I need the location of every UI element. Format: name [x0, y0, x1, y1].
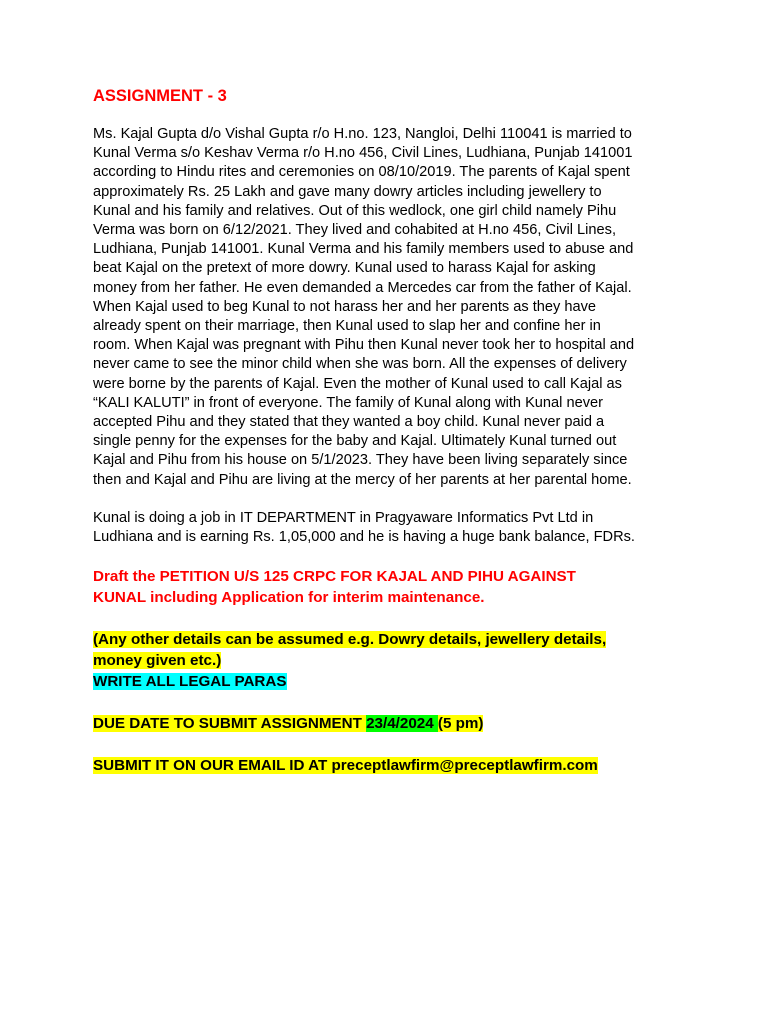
facts-line: never came to see the minor child when she was born. All the expenses of delivery — [93, 356, 627, 373]
facts-line: Kunal Verma s/o Keshav Verma r/o H.no 456, Civil Lines, Ludhiana, Punjab 141001 — [93, 145, 633, 162]
facts-line: Verma was born on 6/12/2021. They lived and cohabited at H.no 456, Civil Lines, — [93, 222, 617, 239]
facts-line: “KALI KALUTI” in front of everyone. The family of Kunal along with Kunal never — [93, 394, 603, 411]
facts-line: Kunal and his family and relatives. Out of this wedlock, one girl child namely Pihu — [93, 202, 617, 219]
draft-line: Draft the PETITION U/S 125 CRPC FOR KAJAL AND PIHU AGAINST — [93, 568, 576, 586]
submit-instruction: SUBMIT IT ON OUR EMAIL ID AT preceptlawfirm@preceptlawfirm.com — [93, 757, 598, 775]
legal-paras-instruction: WRITE ALL LEGAL PARAS — [93, 673, 287, 691]
facts-line: already spent on their marriage, then Kunal used to slap her and confine her in — [93, 318, 601, 335]
facts-line: Ms. Kajal Gupta d/o Vishal Gupta r/o H.no. 123, Nangloi, Delhi 110041 is married to — [93, 126, 632, 142]
due-date-time: (5 pm) — [437, 715, 484, 733]
facts-line: approximately Rs. 25 Lakh and gave many dowry articles including jewellery to — [93, 183, 602, 200]
spacer — [93, 692, 678, 713]
employment-line: Ludhiana and is earning Rs. 1,05,000 and he is having a huge bank balance, FDRs. — [93, 529, 635, 546]
facts-line: When Kajal used to beg Kunal to not harass her and her parents as they have — [93, 298, 596, 315]
employment-line: Kunal is doing a job in IT DEPARTMENT in Pragyaware Informatics Pvt Ltd in — [93, 509, 594, 526]
facts-line: single penny for the expenses for the baby and Kajal. Ultimately Kunal turned out — [93, 433, 617, 450]
document-page — [93, 85, 678, 776]
due-date-value: 23/4/2024 — [366, 715, 438, 733]
facts-line: accepted Pihu and they stated that they wanted a boy child. Kunal never paid a — [93, 414, 605, 431]
draft-line: KUNAL including Application for interim maintenance. — [93, 589, 485, 607]
assignment-heading: ASSIGNMENT - 3 — [93, 87, 227, 105]
facts-line: beat Kajal on the pretext of more dowry. Kunal used to harass Kajal for asking — [93, 260, 596, 277]
spacer — [93, 734, 678, 755]
spacer — [93, 608, 678, 629]
submit-line — [93, 755, 678, 776]
draft-instruction — [93, 566, 678, 608]
facts-line: then and Kajal and Pihu are living at the mercy of her parents at her parental home. — [93, 471, 632, 488]
assumption-line: (Any other details can be assumed e.g. Dowry details, jewellery details, — [93, 631, 607, 649]
assumption-note — [93, 629, 678, 692]
facts-paragraph — [93, 125, 678, 490]
facts-line: room. When Kajal was pregnant with Pihu then Kunal never took her to hospital and — [93, 337, 635, 354]
due-date-line — [93, 713, 678, 734]
facts-line: according to Hindu rites and ceremonies on 08/10/2019. The parents of Kajal spent — [93, 164, 630, 181]
assumption-line: money given etc.) — [93, 652, 222, 670]
facts-line: Kajal and Pihu from his house on 5/1/2023. They have been living separately since — [93, 452, 628, 469]
facts-line: Ludhiana, Punjab 141001. Kunal Verma and his family members used to abuse and — [93, 241, 634, 258]
employment-paragraph — [93, 509, 678, 547]
facts-line: were borne by the parents of Kajal. Even the mother of Kunal used to call Kajal as — [93, 375, 622, 392]
due-date-prefix: DUE DATE TO SUBMIT ASSIGNMENT — [93, 715, 367, 733]
facts-line: money from her father. He even demanded a Mercedes car from the father of Kajal. — [93, 279, 632, 296]
